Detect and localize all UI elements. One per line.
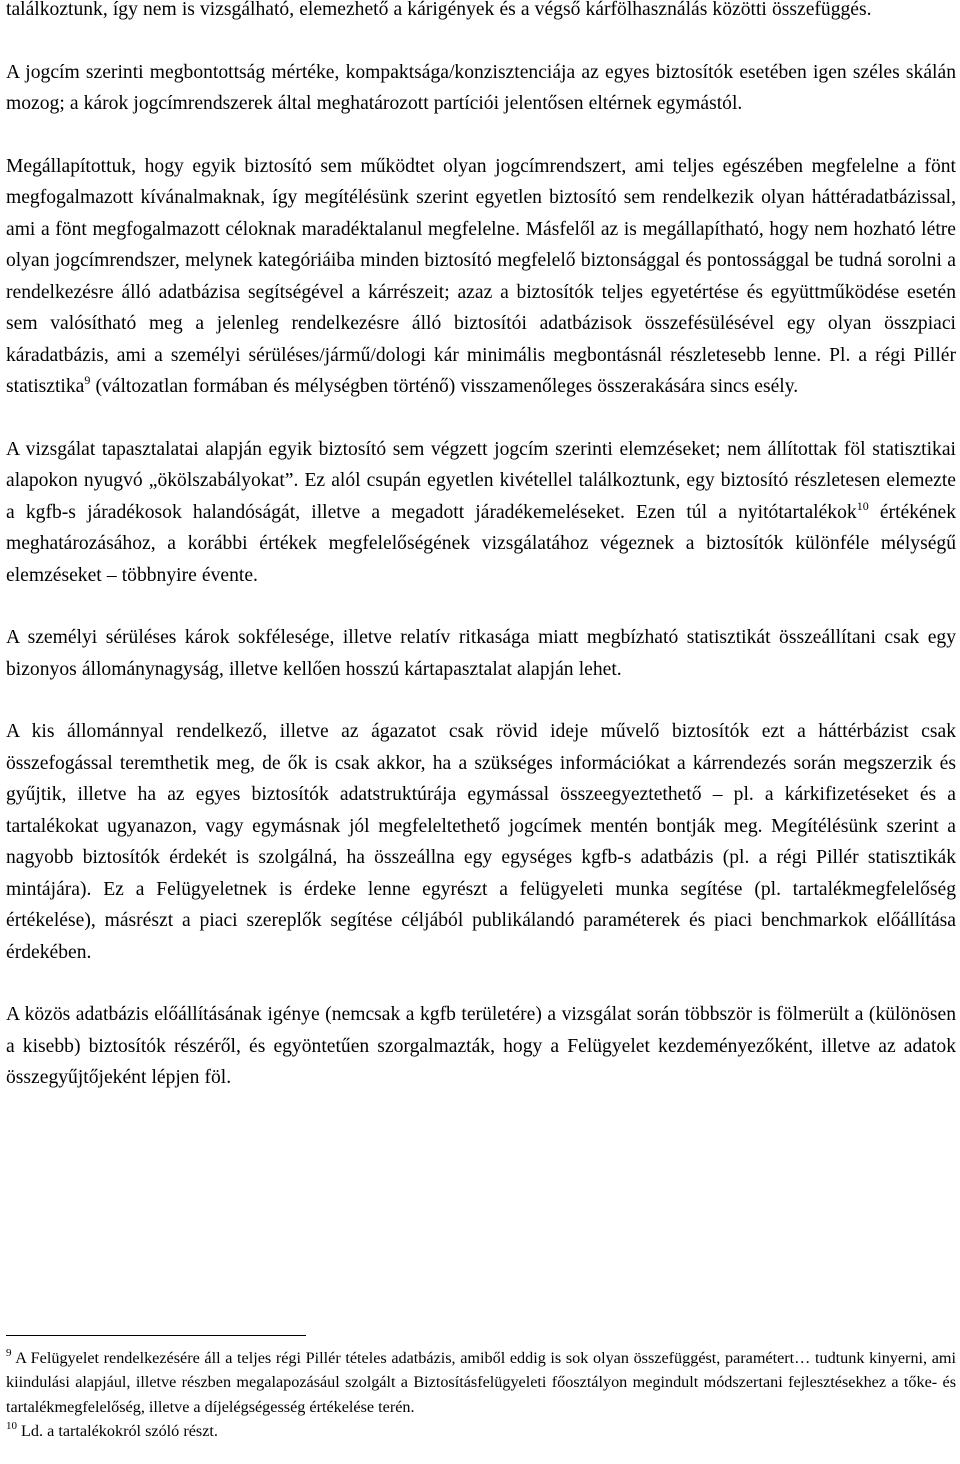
footnote-separator — [6, 1335, 306, 1336]
paragraph-text: A vizsgálat tapasztalatai alapján egyik biztosító sem végzett jogcím szerinti elemzéseket; nem állítottak föl statisztikai alapokon nyugvó „ökölszabályokat”. Ez alól csupán egyetlen kivétellel találkoztunk, egy biztosító részletesen elemezte a kgfb-s járadékosok halandóságát, illetve a megadott járadékemeléseket. Ezen túl a nyitótartalékok — [6, 438, 956, 523]
footnote-9 — [6, 1346, 956, 1419]
document-page — [6, 0, 956, 1094]
paragraph-megallapitottuk — [6, 151, 956, 403]
paragraph-gap — [6, 685, 956, 716]
paragraph-jogcim-megbontottsag: A jogcím szerinti megbontottság mértéke, kompaktsága/konzisztenciája az egyes biztosítók esetében igen széles skálán mozog; a károk jogcímrendszerek által meghatározott partíciói jelentősen eltérnek egymástól. — [6, 61, 956, 114]
paragraph-kozos-adatbazis: A közös adatbázis előállításának igénye (nemcsak a kgfb területére) a vizsgálat során többször is fölmerült a (különösen a kisebb) biztosítók részéről, és egyöntetűen szorgalmazták, hogy a Felügyelet kezdeményezőként, illetve az adatok összegyűjtőjeként lépjen föl. — [6, 1004, 956, 1088]
paragraph-gap — [6, 968, 956, 999]
paragraph-gap — [6, 403, 956, 434]
footnote-text: A Felügyelet rendelkezésére áll a teljes régi Pillér tételes adatbázis, amiből eddig is sok olyan összefüggést, paramétert… tudtunk kinyerni, ami kiindulási alapjául, illetve részben megalapozásául szolgált a Biztosításfelügyeleti főosztályon megindult módszertani fejlesztésekhez a tőke- és tartalékmegfelelőség, illetve a díjelégségesség értékelése terén. — [6, 1349, 956, 1416]
paragraph-gap — [6, 591, 956, 622]
footnote-mark: 9 — [6, 1347, 12, 1359]
paragraph-vizsgalat-tapasztalatai — [6, 434, 956, 592]
footnote-10 — [6, 1419, 956, 1443]
paragraph-szemelyi-serult: A személyi sérüléses károk sokfélesége, illetve relatív ritkasága miatt megbízható statisztikát összeállítani csak egy bizonyos állománynagyság, illetve kellően hosszú kártapasztalat alapján lehet. — [6, 627, 956, 680]
footnotes — [6, 1346, 956, 1444]
paragraph-gap — [6, 120, 956, 151]
paragraph-continued: találkoztunk, így nem is vizsgálható, elemezhető a kárigények és a végső kárfölhasználás közötti összefüggés. — [6, 0, 872, 20]
paragraph-text: (változatlan formában és mélységben történő) visszamenőleges összerakására sincs esély. — [90, 376, 799, 397]
footnote-ref-9[interactable]: 9 — [84, 373, 91, 387]
paragraph-kis-allomany: A kis állománnyal rendelkező, illetve az ágazatot csak rövid ideje művelő biztosítók ezt a háttérbázist csak összefogással teremthetik meg, de ők is csak akkor, ha a szükséges információkat a kárrendezés során megszerzik és gyűjtik, illetve ha az egyes biztosítók adatstruktúrája egymással összeegyeztethető – pl. a kárkifizetéseket és a tartalékokat ugyanazon, vagy egymásnak jól megfeleltethető jogcímek mentén bontják meg. Megítélésünk szerint a nagyobb biztosítók érdekét is szolgálná, ha összeállna egy egységes kgfb-s adatbázis (pl. a régi Pillér statisztikák mintájára). Ez a Felügyeletnek is érdeke lenne egyrészt a felügyeleti munka segítése (pl. tartalékmegfelelőség értékelése), másrészt a piaci szereplők segítése céljából publikálandó paraméterek és piaci benchmarkok előállítása érdekében. — [6, 721, 956, 963]
footnote-text: Ld. a tartalékokról szóló részt. — [17, 1422, 218, 1441]
paragraph-text: értékének meghatározásához, a korábbi értékek megfelelőségének vizsgálatához végeznek a biztosítók különféle mélységű elemzéseket – többnyire évente. — [6, 501, 956, 586]
footnote-mark: 10 — [6, 1420, 17, 1433]
paragraph-gap — [6, 26, 956, 57]
footnote-ref-10[interactable]: 10 — [856, 498, 869, 513]
paragraph-text: Megállapítottuk, hogy egyik biztosító sem működtet olyan jogcímrendszert, ami teljes egészében megfelelne a fönt megfogalmazott kívánalmaknak, így megítélésünk szerint egyetlen biztosító sem rendelkezik olyan háttéradatbázissal, ami a fönt megfogalmazott céloknak maradéktalanul megfelelne. Másfelől az is megállapítható, hogy nem hozható létre olyan jogcímrendszer, melynek kategóriáiba minden biztosító megfelelő biztonsággal és pontossággal be tudná sorolni a rendelkezésre álló adatbázisa segítségével a kárrészeit; azaz a biztosítók teljes egyetértése és együttműködése esetén sem valósítható meg a jelenleg rendelkezésre álló biztosítói adatbázisok összefésülésével egy olyan összpiaci káradatbázis, ami a személyi sérüléses/jármű/dologi kár minimális megbontásnál részletesebb lenne. Pl. a régi Pillér statisztika — [6, 155, 956, 397]
